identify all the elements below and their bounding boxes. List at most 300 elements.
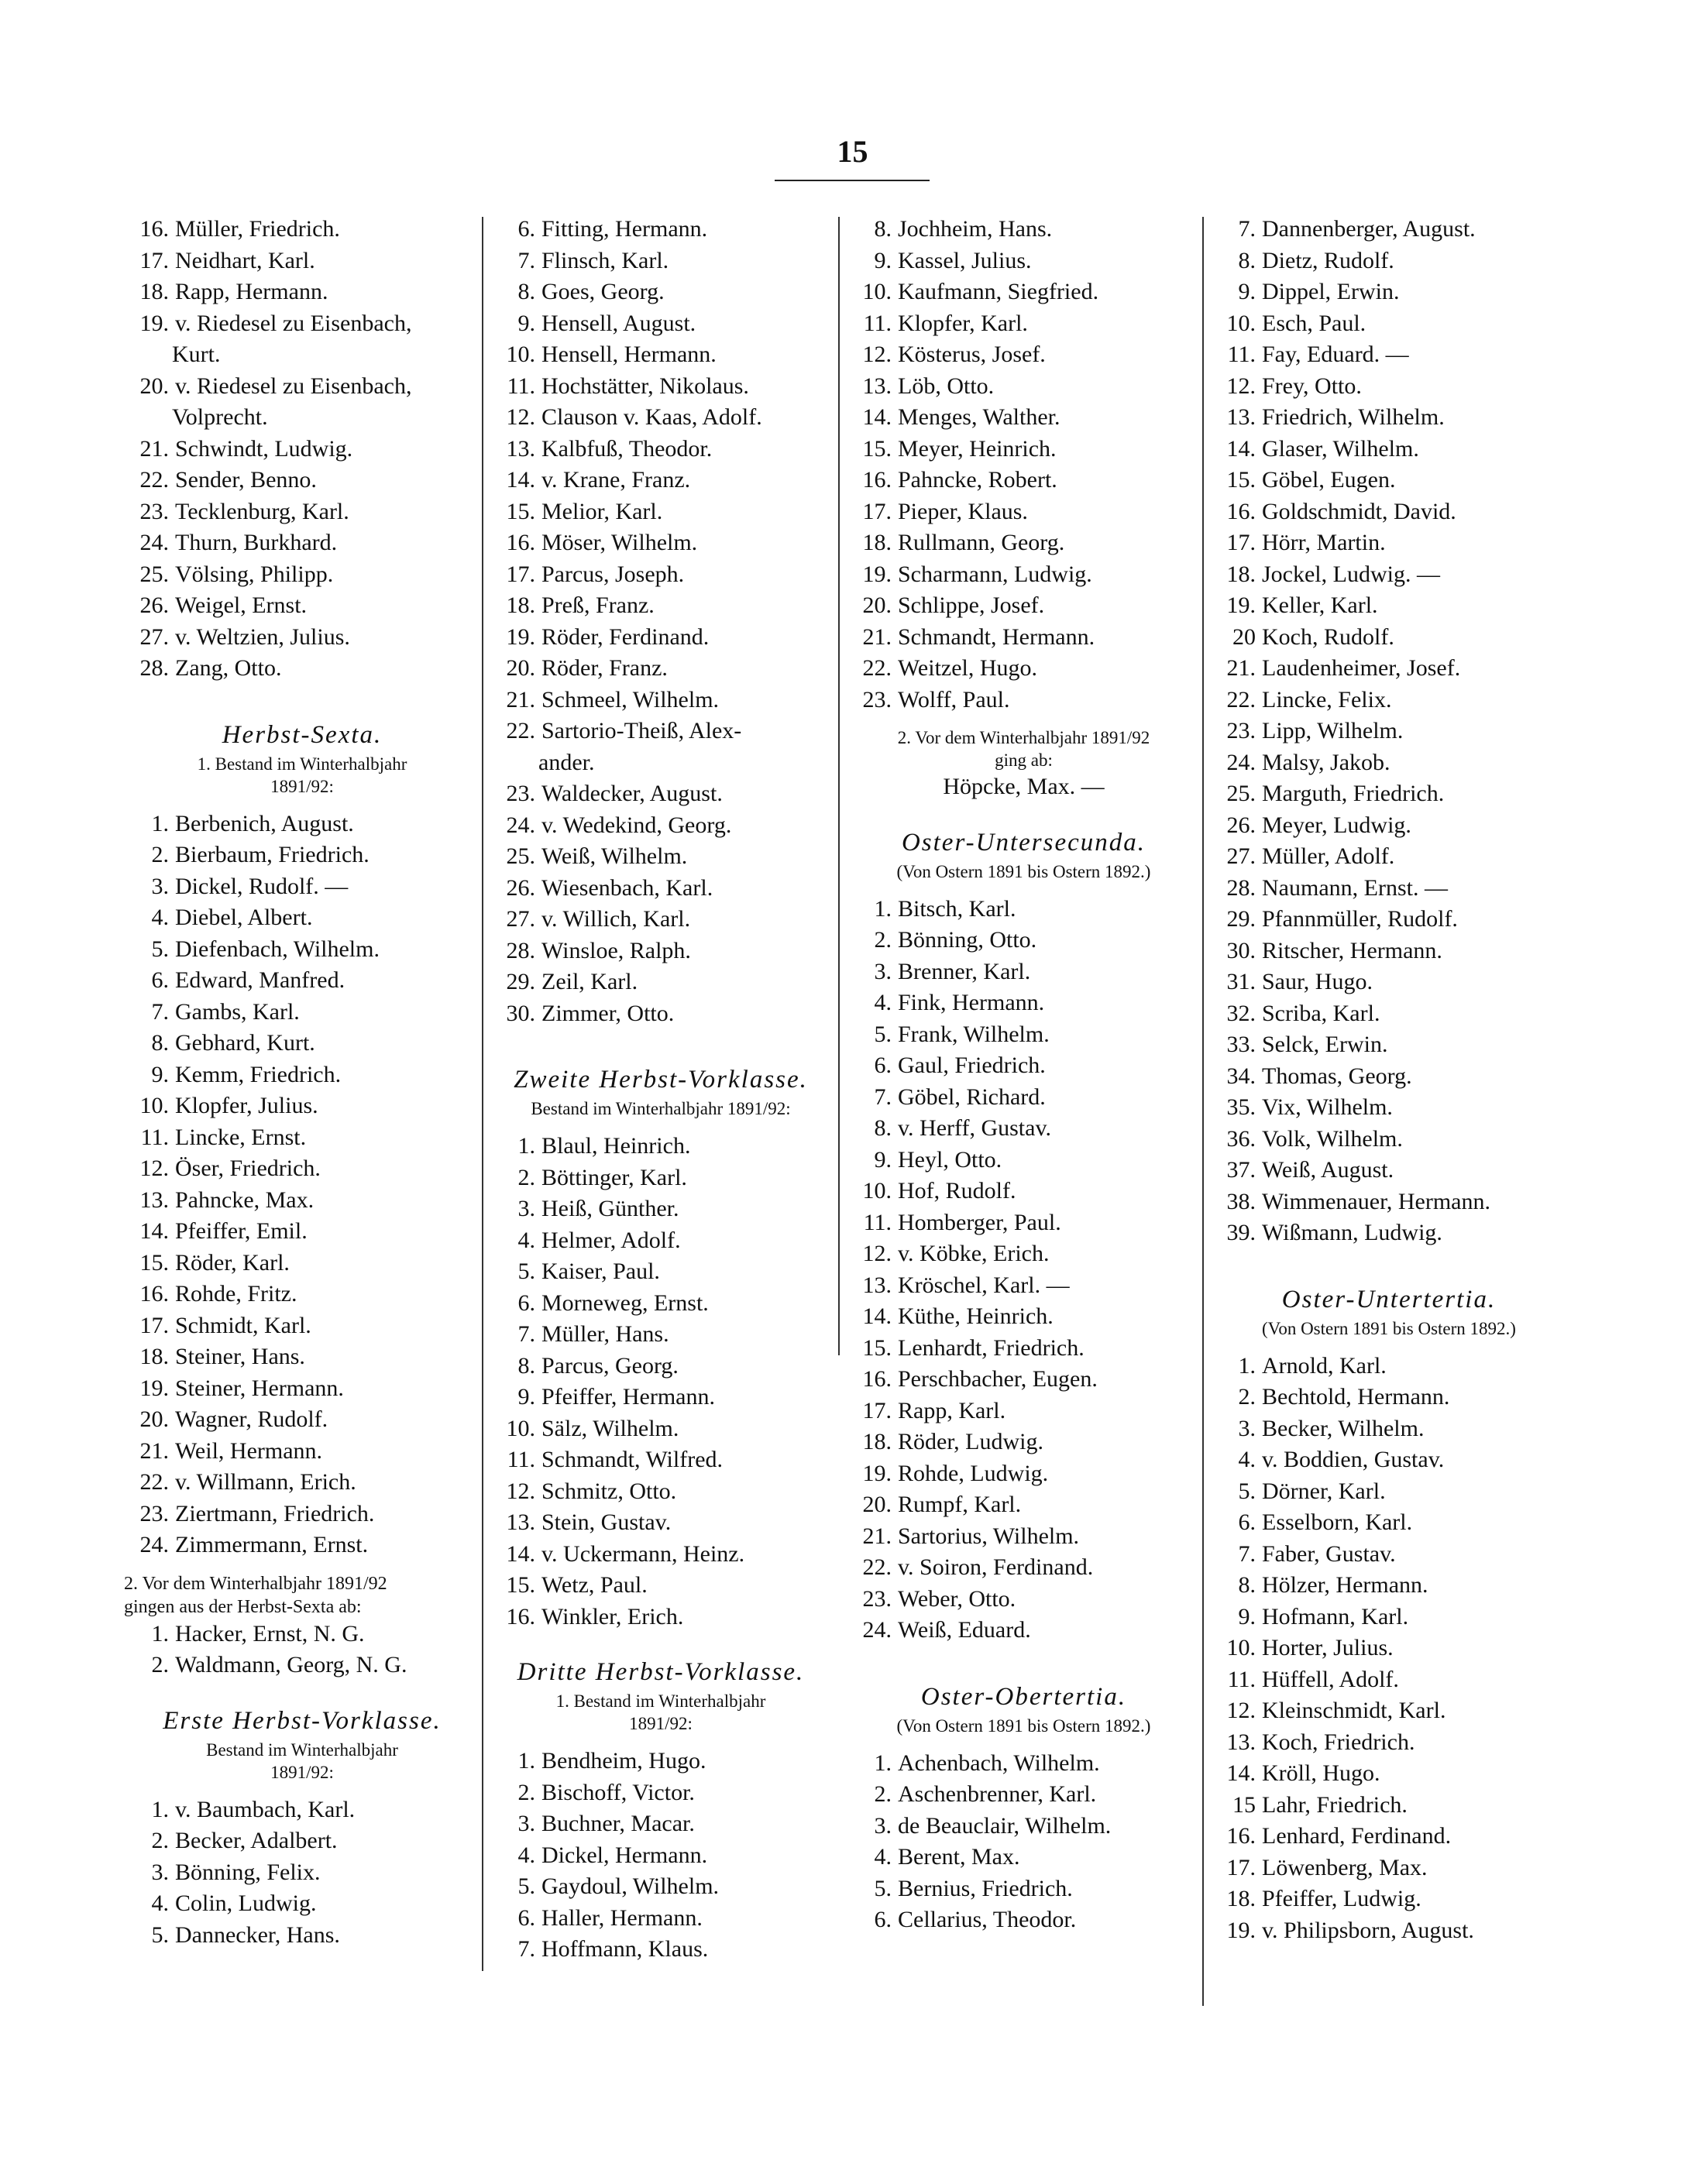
list-item <box>124 465 480 496</box>
item-number: 24. <box>139 1532 169 1557</box>
note-line: 2. Vor dem Winterhalbjahr 1891/92 <box>897 728 1150 747</box>
list-item <box>124 527 480 559</box>
item-name: Kaiser, Paul. <box>541 1259 660 1284</box>
item-number: 28. <box>139 655 169 681</box>
column-3 <box>847 214 1201 1936</box>
item-name: Preß, Franz. <box>541 592 655 618</box>
item-number: 27. <box>506 906 535 932</box>
item-number: 24. <box>139 530 169 555</box>
item-name: Haller, Hermann. <box>541 1904 703 1931</box>
item-number: 6. <box>874 1907 892 1932</box>
item-number: 28. <box>1226 874 1256 901</box>
item-number: 8. <box>1238 1572 1256 1598</box>
list-item <box>490 1444 831 1476</box>
list-item <box>1211 496 1567 528</box>
item-number: 19. <box>862 1460 892 1486</box>
list-item <box>1211 402 1567 434</box>
list-item-continuation <box>124 339 480 371</box>
list-item <box>124 1248 480 1279</box>
item-name: Aschenbrenner, Karl. <box>898 1781 1097 1807</box>
item-number: 14. <box>862 404 892 430</box>
item-name: Wagner, Rudolf. <box>175 1406 328 1432</box>
item-number: 6. <box>1238 1509 1256 1535</box>
list-item <box>847 1427 1201 1458</box>
item-name: Völsing, Philipp. <box>175 561 334 587</box>
list-item <box>124 559 480 591</box>
list-item <box>490 1903 831 1935</box>
item-name: Naumann, Ernst. — <box>1262 874 1448 901</box>
item-name: Menges, Walther. <box>898 404 1060 430</box>
item-number: 17. <box>1226 530 1256 555</box>
subheading-line: 1. Bestand im Winterhalbjahr <box>197 754 407 774</box>
list-item <box>1211 246 1567 277</box>
column-4 <box>1211 214 1567 1946</box>
item-number: 13. <box>506 435 535 462</box>
item-name: Weiß, Eduard. <box>898 1617 1031 1643</box>
item-number: 19. <box>139 310 169 336</box>
item-name: Diebel, Albert. <box>175 905 313 930</box>
list-item <box>490 1476 831 1508</box>
item-number: 16. <box>506 1603 535 1629</box>
list-item <box>847 246 1201 277</box>
list-item <box>490 1840 831 1872</box>
entry-list <box>124 1619 480 1681</box>
item-name: Keller, Karl. <box>1262 592 1378 618</box>
item-name: Schwindt, Ludwig. <box>175 435 353 462</box>
note-line: 2. Vor dem Winterhalbjahr 1891/92 <box>124 1573 387 1594</box>
item-name: Göbel, Richard. <box>898 1083 1046 1110</box>
item-name: Löwenberg, Max. <box>1262 1854 1428 1880</box>
item-name: Weiß, Wilhelm. <box>541 843 688 869</box>
list-item <box>124 1216 480 1248</box>
list-item <box>1211 1061 1567 1093</box>
item-name: Rumpf, Karl. <box>898 1492 1022 1517</box>
list-item <box>847 276 1201 308</box>
item-number: 16. <box>1226 1823 1256 1849</box>
list-item <box>490 1193 831 1225</box>
list-item <box>490 1351 831 1382</box>
item-number: 10. <box>506 342 535 367</box>
item-name: Hensell, August. <box>541 310 696 336</box>
item-name: Friedrich, Wilhelm. <box>1262 404 1445 430</box>
item-name: Cellarius, Theodor. <box>898 1907 1077 1932</box>
item-number: 2. <box>151 1828 169 1853</box>
section-heading-herbst-sexta: Herbst-Sexta. <box>222 720 383 749</box>
list-item <box>1211 465 1567 496</box>
item-number: 2. <box>1238 1384 1256 1410</box>
item-number: 20 <box>1232 623 1256 650</box>
item-number: 18. <box>1226 1886 1256 1911</box>
item-name: Sartorius, Wilhelm. <box>898 1523 1080 1549</box>
item-number: 29. <box>1226 906 1256 932</box>
list-item <box>1211 1664 1567 1696</box>
list-item <box>490 496 831 528</box>
item-name: Neidhart, Karl. <box>175 247 315 273</box>
entry-list <box>490 1746 831 1966</box>
subheading-line: Bestand im Winterhalbjahr 1891/92: <box>531 1099 791 1118</box>
item-name: Heiß, Günther. <box>541 1196 679 1221</box>
item-name: Kemm, Friedrich. <box>175 1061 342 1087</box>
list-item <box>847 214 1201 246</box>
list-item <box>847 1019 1201 1051</box>
item-name: Zang, Otto. <box>175 655 282 681</box>
entry-list <box>124 1794 480 1952</box>
item-number: 17. <box>862 498 892 524</box>
list-item <box>124 1373 480 1405</box>
list-item <box>124 1857 480 1889</box>
list-item <box>847 1904 1201 1936</box>
item-number: 8. <box>517 1352 535 1379</box>
departure-note <box>847 726 1201 771</box>
item-name: Bönning, Felix. <box>175 1859 321 1885</box>
list-item <box>124 1279 480 1310</box>
subheading-line: 1891/92: <box>629 1714 693 1733</box>
item-number: 12. <box>139 1156 169 1181</box>
list-item <box>847 1176 1201 1207</box>
list-item <box>1211 653 1567 685</box>
item-name: Dannenberger, August. <box>1262 216 1476 242</box>
entry-list <box>124 214 480 685</box>
item-name: Frank, Wilhelm. <box>898 1021 1050 1047</box>
list-item <box>1211 371 1567 403</box>
item-name: Heyl, Otto. <box>898 1146 1002 1173</box>
item-name: Becker, Adalbert. <box>175 1828 338 1853</box>
item-name: Melior, Karl. <box>541 498 663 524</box>
list-item <box>1211 1633 1567 1664</box>
list-item <box>847 308 1201 340</box>
item-name: Lipp, Wilhelm. <box>1262 718 1404 743</box>
list-item <box>1211 527 1567 559</box>
item-name: Hensell, Hermann. <box>541 342 717 367</box>
item-name: Waldmann, Georg, N. G. <box>175 1652 407 1677</box>
item-name: Winkler, Erich. <box>541 1603 684 1629</box>
list-item <box>124 1122 480 1154</box>
item-number: 18. <box>139 1344 169 1369</box>
list-item <box>847 925 1201 956</box>
item-number: 5. <box>151 1921 169 1948</box>
item-number: 7. <box>874 1083 892 1110</box>
list-item <box>1211 1915 1567 1947</box>
list-item <box>1211 1602 1567 1633</box>
list-item <box>1211 1186 1567 1218</box>
item-number: 15. <box>139 1249 169 1276</box>
item-number: 4. <box>517 1227 535 1253</box>
list-item <box>124 214 480 246</box>
item-name: Goes, Georg. <box>541 279 665 304</box>
item-name: Ritscher, Hermann. <box>1262 937 1442 963</box>
item-name: Pieper, Klaus. <box>898 498 1028 524</box>
item-number: 24. <box>1226 749 1256 775</box>
section-subheading <box>124 753 480 798</box>
item-name: Hölzer, Hermann. <box>1262 1572 1428 1598</box>
item-name: Morneweg, Ernst. <box>541 1289 709 1316</box>
item-name: Dörner, Karl. <box>1262 1478 1386 1504</box>
item-number: 29. <box>506 969 535 994</box>
item-number: 3. <box>517 1811 535 1836</box>
item-number: 12. <box>506 404 535 430</box>
item-number: 8. <box>874 1115 892 1141</box>
list-item <box>124 276 480 308</box>
item-name: v. Willich, Karl. <box>541 906 691 932</box>
list-item <box>124 934 480 966</box>
list-item <box>1211 1758 1567 1790</box>
subheading-line: 1891/92: <box>270 1762 334 1782</box>
item-name: Sälz, Wilhelm. <box>541 1415 679 1441</box>
section-subheading <box>1211 1317 1567 1340</box>
list-item <box>490 1808 831 1840</box>
list-item <box>847 1489 1201 1521</box>
item-number: 15. <box>862 1334 892 1361</box>
list-item <box>847 1615 1201 1647</box>
list-item <box>1211 1853 1567 1884</box>
item-name: Vix, Wilhelm. <box>1262 1094 1393 1120</box>
list-item <box>1211 1570 1567 1602</box>
item-number: 20. <box>506 655 535 681</box>
list-item <box>490 276 831 308</box>
item-name: Hüffell, Adolf. <box>1262 1666 1399 1692</box>
item-name: Zimmermann, Ernst. <box>175 1532 369 1557</box>
item-name: v. Baumbach, Karl. <box>175 1796 356 1822</box>
item-number: 3. <box>151 873 169 899</box>
item-number: 15. <box>862 435 892 462</box>
item-name: Esselborn, Karl. <box>1262 1509 1413 1535</box>
item-number: 20. <box>862 592 892 618</box>
item-number: 39. <box>1226 1220 1256 1245</box>
item-number: 10. <box>506 1415 535 1441</box>
item-number: 17. <box>862 1397 892 1423</box>
item-name: Bierbaum, Friedrich. <box>175 842 370 867</box>
item-number: 23. <box>506 781 535 806</box>
item-number: 5. <box>1238 1478 1256 1504</box>
item-number: 4. <box>874 1844 892 1870</box>
item-name: Kaufmann, Siegfried. <box>898 279 1099 304</box>
item-name: Volprecht. <box>172 404 268 430</box>
item-number: 22. <box>1226 686 1256 713</box>
list-item <box>1211 747 1567 779</box>
item-number: 30. <box>506 1000 535 1026</box>
item-number: 3. <box>874 1812 892 1839</box>
item-name: Arnold, Karl. <box>1262 1352 1387 1379</box>
item-number: 8. <box>874 216 892 242</box>
list-item <box>124 1467 480 1499</box>
item-name: Dippel, Erwin. <box>1262 279 1400 304</box>
list-item <box>1211 1217 1567 1249</box>
list-item <box>1211 1351 1567 1382</box>
list-item <box>490 1539 831 1571</box>
list-item <box>847 434 1201 465</box>
item-number: 4. <box>1238 1447 1256 1472</box>
item-number: 26. <box>506 874 535 901</box>
item-name: Perschbacher, Eugen. <box>898 1366 1098 1392</box>
item-number: 30. <box>1226 937 1256 963</box>
item-number: 7. <box>151 998 169 1025</box>
list-item <box>490 904 831 936</box>
item-number: 5. <box>517 1259 535 1284</box>
item-name: Müller, Friedrich. <box>175 216 340 242</box>
item-name: Parcus, Joseph. <box>541 561 685 587</box>
list-item <box>490 967 831 998</box>
item-number: 10. <box>862 279 892 304</box>
item-number: 3. <box>151 1859 169 1885</box>
item-name: Löb, Otto. <box>898 373 995 399</box>
list-item <box>847 1811 1201 1842</box>
item-number: 17. <box>506 561 535 587</box>
item-number: 11. <box>863 310 892 336</box>
item-name: Schmidt, Karl. <box>175 1312 311 1338</box>
list-item <box>1211 685 1567 716</box>
item-number: 34. <box>1226 1063 1256 1089</box>
list-item <box>490 465 831 496</box>
list-item <box>490 1871 831 1903</box>
item-name: Lincke, Felix. <box>1262 686 1392 713</box>
item-number: 23. <box>862 1585 892 1612</box>
item-number: 11. <box>507 373 535 399</box>
item-name: v. Krane, Franz. <box>541 467 691 493</box>
item-number: 19. <box>139 1375 169 1401</box>
item-name: Meyer, Heinrich. <box>898 435 1057 462</box>
list-item <box>847 402 1201 434</box>
item-number: 13. <box>139 1186 169 1213</box>
list-item <box>490 778 831 810</box>
item-number: 16. <box>1226 498 1256 524</box>
list-item <box>490 998 831 1030</box>
item-name: Kleinschmidt, Karl. <box>1262 1698 1446 1723</box>
list-item <box>124 902 480 934</box>
item-number: 11. <box>863 1209 892 1235</box>
item-name: Kalbfuß, Theodor. <box>541 435 713 462</box>
subheading-line: (Von Ostern 1891 bis Ostern 1892.) <box>896 861 1151 881</box>
item-name: Parcus, Georg. <box>541 1352 679 1379</box>
item-name: Pfeiffer, Ludwig. <box>1262 1886 1421 1911</box>
list-item <box>124 871 480 903</box>
column-1 <box>124 214 480 1951</box>
list-item <box>847 527 1201 559</box>
list-item <box>124 653 480 685</box>
list-item <box>847 1552 1201 1584</box>
item-number: 19. <box>862 561 892 587</box>
item-number: 11. <box>140 1124 169 1150</box>
item-name: Hacker, Ernst, N. G. <box>175 1620 365 1647</box>
item-number: 26. <box>139 592 169 618</box>
item-number: 19. <box>1226 1917 1256 1943</box>
item-name: ander. <box>538 749 595 775</box>
list-item <box>124 1185 480 1217</box>
item-number: 1. <box>517 1748 535 1774</box>
list-item <box>124 1650 480 1681</box>
item-number: 4. <box>151 905 169 930</box>
item-name: Wolff, Paul. <box>898 686 1010 713</box>
entry-list <box>1211 1351 1567 1947</box>
list-item <box>124 1028 480 1059</box>
list-item <box>1211 276 1567 308</box>
list-item <box>847 339 1201 371</box>
list-item <box>1211 778 1567 810</box>
item-number: 15. <box>506 1572 535 1598</box>
list-item <box>124 371 480 403</box>
item-number: 25. <box>506 843 535 869</box>
list-item <box>490 685 831 716</box>
item-name: Müller, Adolf. <box>1262 843 1395 869</box>
list-item <box>490 873 831 905</box>
item-number: 12. <box>1226 1698 1256 1723</box>
item-number: 19. <box>1226 592 1256 618</box>
list-item <box>490 590 831 622</box>
item-name: Winsloe, Ralph. <box>541 937 691 963</box>
item-number: 1. <box>151 1796 169 1822</box>
item-number: 13. <box>1226 1729 1256 1755</box>
item-name: Kassel, Julius. <box>898 247 1032 273</box>
item-number: 9. <box>1238 1603 1256 1629</box>
item-number: 33. <box>1226 1032 1256 1057</box>
item-number: 1. <box>151 810 169 836</box>
list-item <box>1211 1695 1567 1727</box>
list-item <box>490 1507 831 1539</box>
entry-list <box>847 1748 1201 1936</box>
item-name: Koch, Rudolf. <box>1262 623 1394 650</box>
list-item <box>124 1825 480 1857</box>
item-name: Zimmer, Otto. <box>541 1000 675 1026</box>
item-name: Schmandt, Hermann. <box>898 623 1095 650</box>
item-name: Weigel, Ernst. <box>175 592 308 618</box>
item-number: 16. <box>862 1366 892 1392</box>
item-number: 13. <box>1226 404 1256 430</box>
item-number: 8. <box>1238 247 1256 273</box>
item-number: 9. <box>874 1146 892 1173</box>
item-name: Achenbach, Wilhelm. <box>898 1750 1100 1776</box>
item-number: 23. <box>1226 718 1256 743</box>
item-number: 5. <box>874 1021 892 1047</box>
list-item <box>124 1794 480 1826</box>
item-number: 20. <box>139 373 169 399</box>
list-item <box>847 1584 1201 1616</box>
list-item <box>124 1153 480 1185</box>
item-number: 4. <box>517 1842 535 1868</box>
item-name: Pfannmüller, Rudolf. <box>1262 906 1458 932</box>
column-2 <box>490 214 831 1966</box>
item-number: 18. <box>139 279 169 304</box>
entry-list <box>490 1131 831 1633</box>
item-number: 21. <box>506 686 535 713</box>
item-name: Malsy, Jakob. <box>1262 749 1390 775</box>
list-item <box>847 1113 1201 1145</box>
item-name: Frey, Otto. <box>1262 373 1362 399</box>
list-item <box>490 936 831 967</box>
item-number: 36. <box>1226 1125 1256 1152</box>
item-name: Weitzel, Hugo. <box>898 655 1038 681</box>
item-number: 11. <box>1227 342 1256 367</box>
item-number: 13. <box>506 1509 535 1535</box>
item-name: Wiesenbach, Karl. <box>541 874 713 901</box>
item-number: 23. <box>139 1500 169 1526</box>
item-number: 24. <box>862 1617 892 1643</box>
item-name: Schmitz, Otto. <box>541 1478 677 1504</box>
item-name: Küthe, Heinrich. <box>898 1303 1054 1329</box>
list-item <box>124 1341 480 1373</box>
item-number: 1. <box>1238 1352 1256 1379</box>
item-number: 9. <box>517 1384 535 1410</box>
item-name: v. Riedesel zu Eisenbach, <box>175 373 412 399</box>
item-name: v. Philipsborn, August. <box>1262 1917 1474 1943</box>
item-number: 3. <box>1238 1415 1256 1441</box>
item-name: Colin, Ludwig. <box>175 1890 317 1916</box>
item-name: Rapp, Karl. <box>898 1397 1006 1423</box>
list-item <box>1211 716 1567 747</box>
item-number: 14. <box>862 1303 892 1329</box>
section-subheading <box>847 1715 1201 1737</box>
list-item <box>490 1131 831 1162</box>
item-name: Tecklenburg, Karl. <box>175 498 349 524</box>
list-item <box>847 653 1201 685</box>
